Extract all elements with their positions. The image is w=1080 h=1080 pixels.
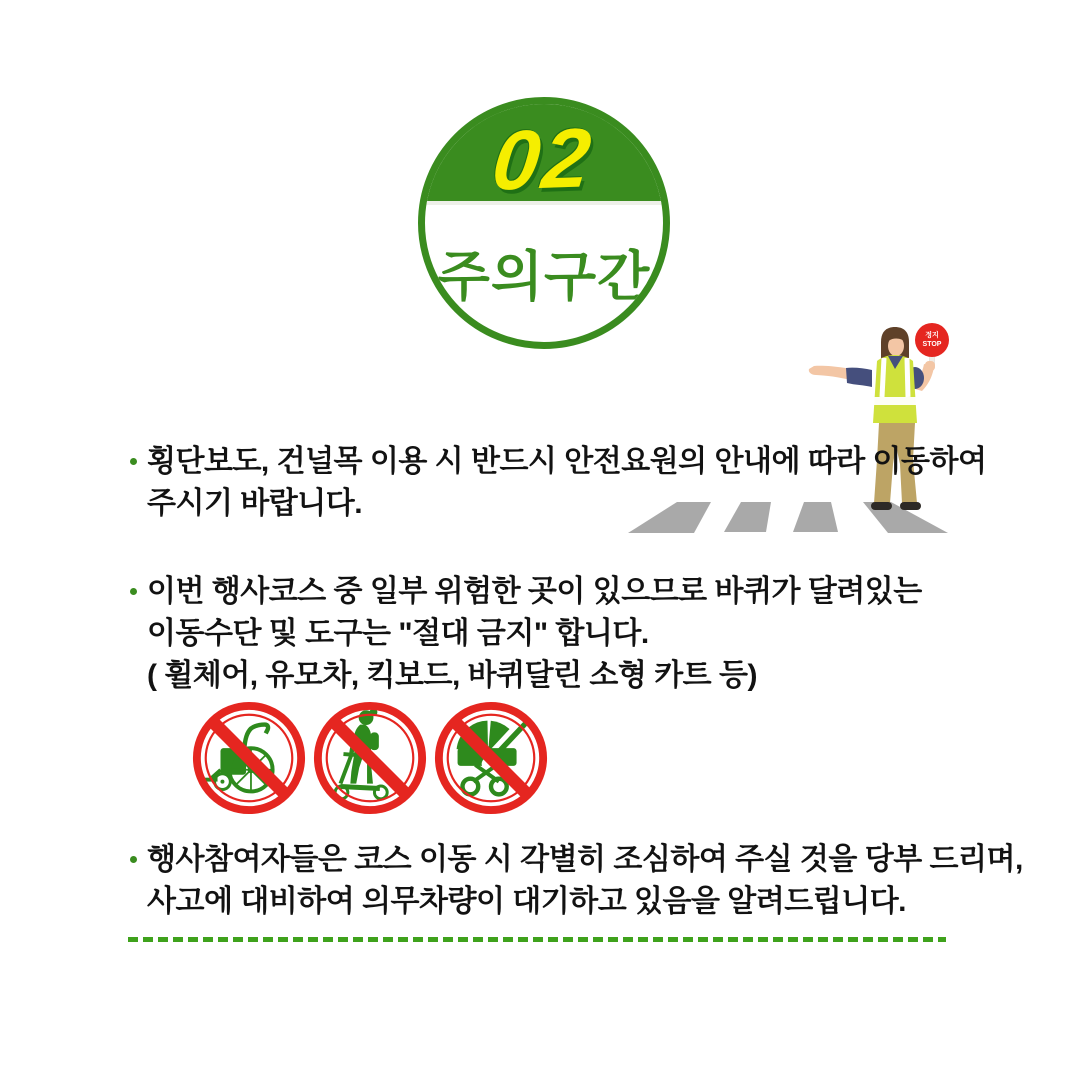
bullet-wheeled-items-ban xyxy=(130,571,922,697)
bullet-medical-vehicle-notice xyxy=(130,839,1023,923)
bullet-line: 이번 행사코스 중 일부 위험한 곳이 있으므로 바퀴가 달려있는 xyxy=(147,575,922,608)
bullet-dot xyxy=(130,588,137,595)
section-number: 02 xyxy=(488,110,599,208)
dashed-divider xyxy=(128,937,946,942)
no-kick-scooter-icon xyxy=(311,699,429,817)
bullet-line: 이동수단 및 도구는 "절대 금지" 합니다. xyxy=(147,617,649,650)
stop-sign-text-en: STOP xyxy=(922,341,942,348)
section-title: 주의구간 xyxy=(437,247,651,307)
stop-sign-paddle-icon xyxy=(915,323,949,357)
section-badge-top xyxy=(425,104,663,208)
prohibited-items-row xyxy=(190,699,550,817)
bullet-crosswalk-guidance xyxy=(130,441,986,525)
bullet-dot xyxy=(130,856,137,863)
bullet-line: 행사참여자들은 코스 이동 시 각별히 조심하여 주실 것을 당부 드리며, xyxy=(147,843,1023,876)
no-stroller-icon xyxy=(432,699,550,817)
bullet-line: 주시기 바랍니다. xyxy=(147,487,363,520)
bullet-dot xyxy=(130,458,137,465)
bullet-line: 사고에 대비하여 의무차량이 대기하고 있음을 알려드립니다. xyxy=(147,885,907,918)
stop-sign-text-kr: 정지 xyxy=(925,332,939,339)
bullet-line: 횡단보도, 건널목 이용 시 반드시 안전요원의 안내에 따라 이동하여 xyxy=(147,445,987,478)
no-wheelchair-icon xyxy=(190,699,308,817)
bullet-line: ( 휠체어, 유모차, 킥보드, 바퀴달린 소형 카트 등) xyxy=(147,659,757,692)
